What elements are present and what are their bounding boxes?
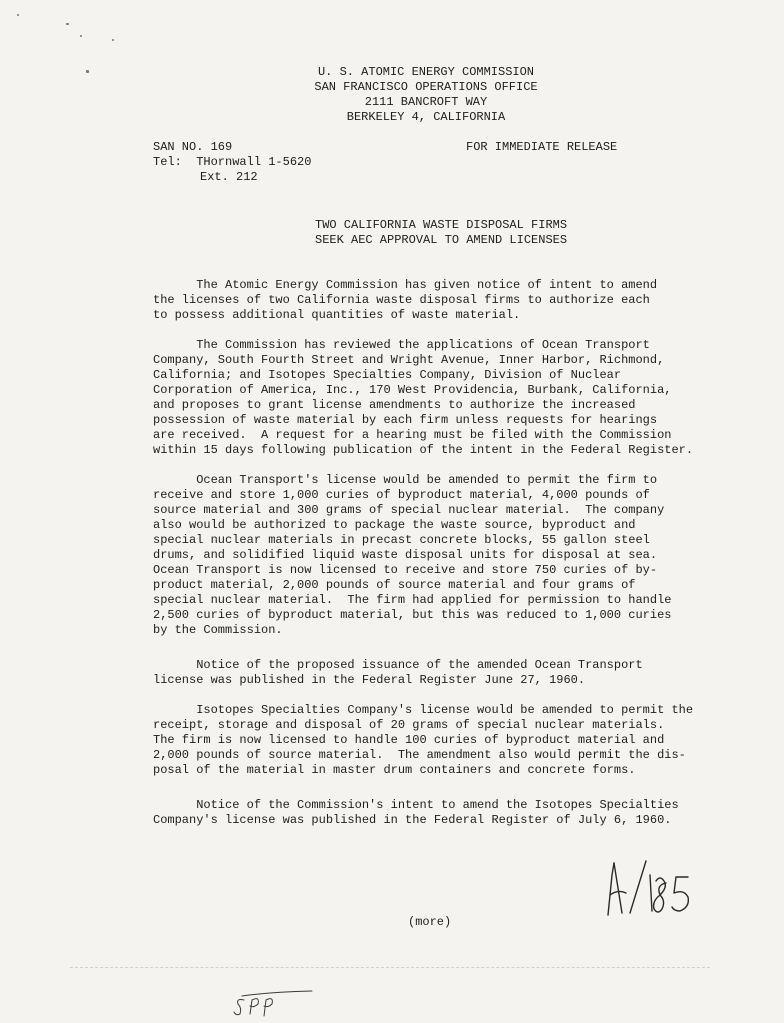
body-line: Isotopes Specialties Company's license would be amended to permit the [153,703,694,717]
body-line: within 15 days following publication of the intent in the Federal Register. [153,443,694,457]
handwritten-page-mark [600,855,700,923]
paper-speck [80,35,82,37]
continued-marker: (more) [408,915,452,929]
paper-speck [17,14,19,16]
paper-speck [112,39,114,41]
paper-speck [86,70,89,73]
body-line: source material and 300 grams of special nuclear material. The company [153,503,665,517]
body-line: Notice of the proposed issuance of the amended Ocean Transport [153,658,643,672]
body-line: product material, 2,000 pounds of source material and four grams of [153,578,636,592]
release-number: SAN NO. 169 [153,140,233,154]
body-line: The Atomic Energy Commission has given notice of intent to amend [153,278,658,292]
handwritten-initials [230,988,320,1018]
release-status: FOR IMMEDIATE RELEASE [466,140,618,154]
office-street: 2111 BANCROFT WAY [364,95,488,109]
body-line: Ocean Transport's license would be amended to permit the firm to [153,473,658,487]
headline-line: TWO CALIFORNIA WASTE DISPOSAL FIRMS [315,218,568,232]
body-line: The firm is now licensed to handle 100 curies of byproduct material and [153,733,665,747]
office-name: SAN FRANCISCO OPERATIONS OFFICE [314,80,538,94]
office-city: BERKELEY 4, CALIFORNIA [346,110,506,124]
body-line: 2,000 pounds of source material. The amendment also would permit the dis- [153,748,686,762]
headline-line: SEEK AEC APPROVAL TO AMEND LICENSES [315,233,568,247]
telephone-extension: Ext. 212 [200,170,258,184]
body-line: drums, and solidified liquid waste disposal units for disposal at sea. [153,548,658,562]
body-line: special nuclear materials in precast concrete blocks, 55 gallon steel [153,533,650,547]
body-line: Notice of the Commission's intent to amend the Isotopes Specialties [153,798,679,812]
body-line: Company's license was published in the Federal Register of July 6, 1960. [153,813,672,827]
body-line: the licenses of two California waste disposal firms to authorize each [153,293,650,307]
body-line: are received. A request for a hearing must be filed with the Commission [153,428,672,442]
body-line: Ocean Transport is now licensed to receive and store 750 curies of by- [153,563,658,577]
body-line: also would be authorized to package the waste source, byproduct and [153,518,636,532]
body-line: Corporation of America, Inc., 170 West Providencia, Burbank, California, [153,383,672,397]
body-line: possession of waste material by each firm unless requests for hearings [153,413,658,427]
body-line: Company, South Fourth Street and Wright Avenue, Inner Harbor, Richmond, [153,353,665,367]
telephone: Tel: THornwall 1-5620 [153,155,312,169]
body-line: receive and store 1,000 curies of byproduct material, 4,000 pounds of [153,488,650,502]
body-line: special nuclear material. The firm had applied for permission to handle [153,593,672,607]
body-line: license was published in the Federal Register June 27, 1960. [153,673,586,687]
body-line: 2,500 curies of byproduct material, but this was reduced to 1,000 curies [153,608,672,622]
body-line: to possess additional quantities of waste material. [153,308,521,322]
paper-speck [66,23,69,25]
body-line: receipt, storage and disposal of 20 grams of special nuclear materials. [153,718,665,732]
page-fold-line [70,967,710,968]
body-line: by the Commission. [153,623,283,637]
body-line: The Commission has reviewed the applications of Ocean Transport [153,338,650,352]
body-line: and proposes to grant license amendments to authorize the increased [153,398,636,412]
body-line: California; and Isotopes Specialties Company, Division of Nuclear [153,368,622,382]
body-line: posal of the material in master drum containers and concrete forms. [153,763,636,777]
agency-name: U. S. ATOMIC ENERGY COMMISSION [317,65,535,79]
